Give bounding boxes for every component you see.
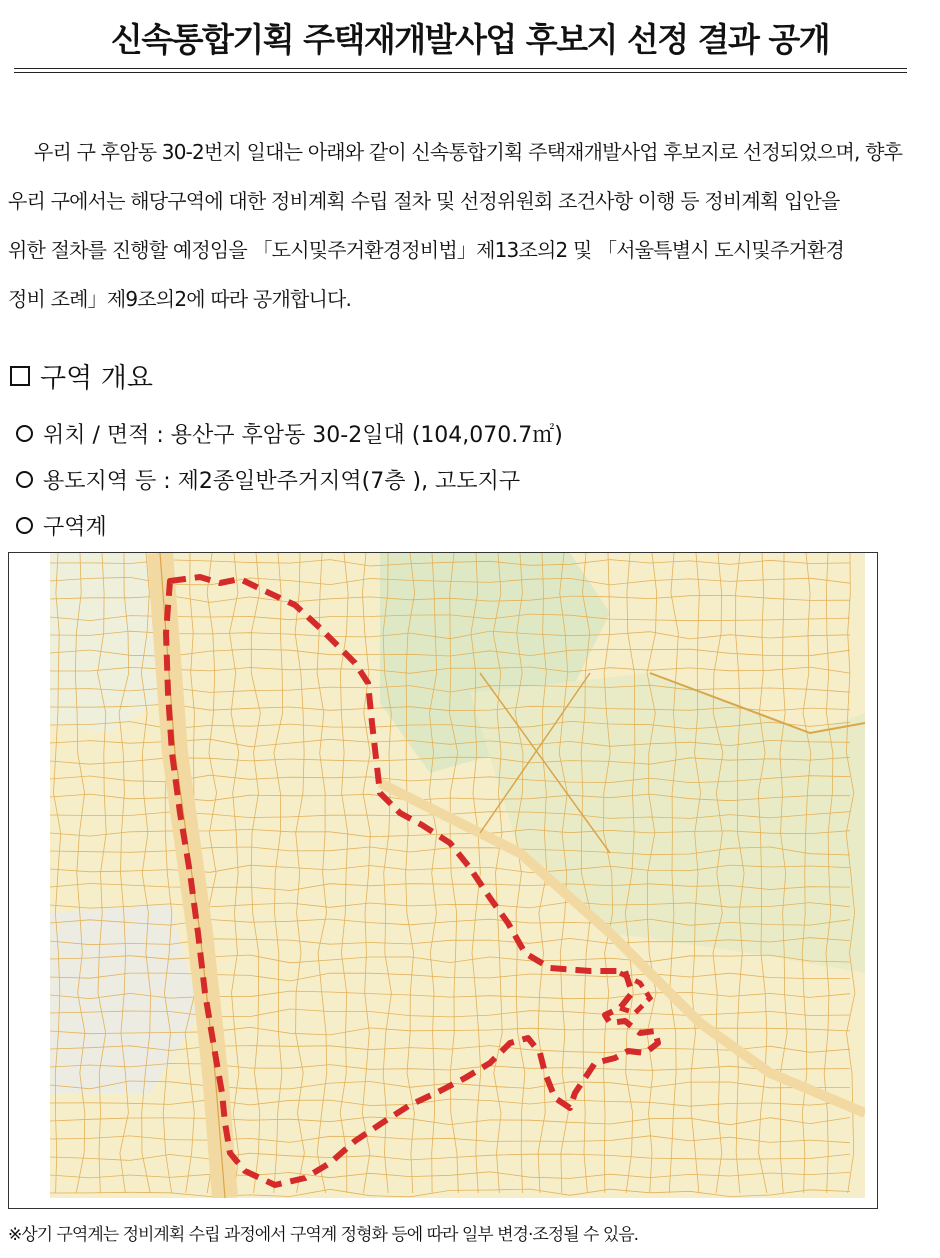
page-title: 신속통합기획 주택재개발사업 후보지 선정 결과 공개 (110, 20, 830, 59)
boundary-map (50, 553, 865, 1198)
overview-item-text: 용도지역 등 : 제2종일반주거지역(7층 ), 고도지구 (43, 469, 521, 494)
overview-item-boundary (16, 510, 107, 541)
intro-line-1: 우리 구 후암동 30-2번지 일대는 아래와 같이 신속통합기획 주택재개발사업 후보지로 선정되었으며, 향후 (34, 140, 903, 164)
circle-bullet-icon (16, 425, 33, 442)
circle-bullet-icon (16, 471, 33, 488)
overview-item-text: 구역계 (43, 515, 107, 540)
boundary-map-frame (8, 552, 878, 1209)
footnote: ※상기 구역계는 정비계획 수립 과정에서 구역계 정형화 등에 따라 일부 변경·조정될 수 있음. (8, 1225, 639, 1245)
overview-item-location (16, 418, 563, 449)
overview-item-text: 위치 / 면적 : 용산구 후암동 30-2일대 (104,070.7㎡) (43, 423, 563, 448)
intro-line-3: 위한 절차를 진행할 예정임을 「도시및주거환경정비법」제13조의2 및 「서울특별시 도시및주거환경 (8, 238, 845, 262)
overview-item-zoning (16, 464, 520, 495)
square-bullet-icon (10, 366, 30, 386)
intro-paragraph (8, 128, 926, 324)
intro-line-4: 정비 조례」제9조의2에 따라 공개합니다. (8, 287, 352, 311)
circle-bullet-icon (16, 517, 33, 534)
section-heading (10, 356, 153, 395)
title-divider-bottom (14, 72, 907, 73)
title-divider-top (14, 68, 907, 69)
section-heading-text: 구역 개요 (40, 363, 153, 394)
intro-line-2: 우리 구에서는 해당구역에 대한 정비계획 수립 절차 및 선정위원회 조건사항 이행 등 정비계획 입안을 (8, 189, 840, 213)
